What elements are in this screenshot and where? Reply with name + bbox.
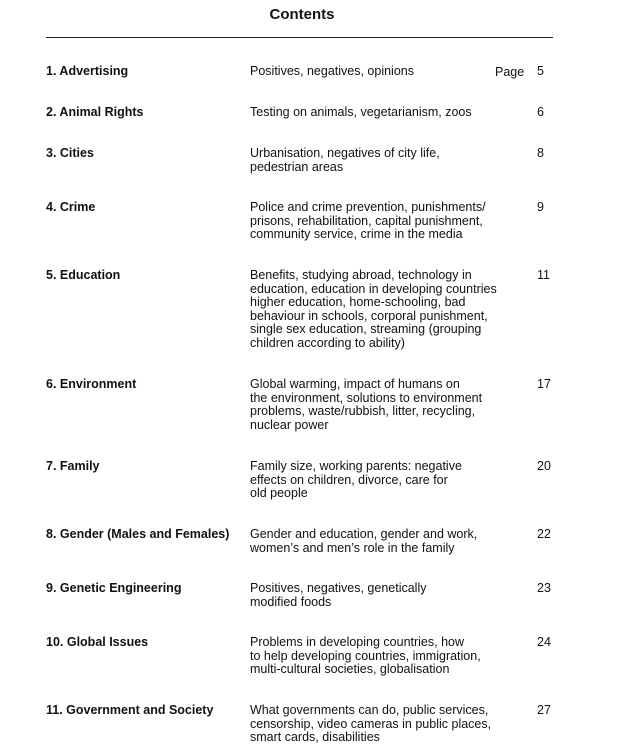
description-line: the environment, solutions to environment [250, 390, 483, 405]
entry-topic: 9. Genetic Engineering [46, 581, 182, 595]
title-divider [46, 37, 553, 38]
entry-description [250, 704, 510, 745]
entry-description [250, 582, 510, 609]
description-line: Testing on animals, vegetarianism, zoos [250, 105, 472, 119]
entry-page-number: 20 [537, 459, 551, 473]
description-line: children according to ability) [250, 335, 405, 350]
entry-page-number: 11 [537, 268, 550, 282]
entry-topic: 5. Education [46, 268, 121, 282]
entry-topic: 4. Crime [46, 200, 96, 214]
description-line: Police and crime prevention, punishments/ [250, 200, 486, 214]
entry-topic: 1. Advertising [46, 64, 129, 78]
entry-page-number: 6 [537, 105, 544, 119]
description-line: Positives, negatives, opinions [250, 64, 414, 78]
description-line: prisons, rehabilitation, capital punishment, [250, 213, 483, 228]
description-line: old people [250, 486, 308, 501]
description-line: Gender and education, gender and work, [250, 527, 478, 541]
description-line: Positives, negatives, genetically [250, 581, 427, 595]
description-line: multi-cultural societies, globalisation [250, 662, 450, 677]
entry-description [250, 269, 510, 351]
description-line: censorship, video cameras in public places, [250, 716, 492, 731]
description-line: single sex education, streaming (grouping [250, 322, 482, 337]
entry-page-number: 9 [537, 200, 544, 214]
description-line: behaviour in schools, corporal punishment, [250, 308, 488, 323]
description-line: Urbanisation, negatives of city life, [250, 146, 440, 160]
entry-description [250, 201, 510, 242]
description-line: women’s and men’s role in the family [250, 540, 455, 555]
description-line: problems, waste/rubbish, litter, recycling, [250, 404, 476, 419]
description-line: community service, crime in the media [250, 227, 463, 242]
description-line: higher education, home-schooling, bad [250, 295, 466, 310]
entry-description [250, 106, 510, 120]
entry-topic: 2. Animal Rights [46, 105, 144, 119]
description-line: modified foods [250, 594, 332, 609]
entry-description [250, 65, 510, 79]
entry-topic: 6. Environment [46, 377, 137, 391]
description-line: Benefits, studying abroad, technology in [250, 268, 472, 282]
entry-topic: 3. Cities [46, 146, 94, 160]
entry-description [250, 460, 510, 501]
description-line: What governments can do, public services, [250, 703, 489, 717]
entry-page-number: 17 [537, 377, 551, 391]
description-line: Global warming, impact of humans on [250, 377, 460, 391]
entry-page-number: 23 [537, 581, 551, 595]
entry-page-number: 5 [537, 64, 544, 78]
description-line: to help developing countries, immigration, [250, 648, 481, 663]
description-line: pedestrian areas [250, 159, 344, 174]
entry-page-number: 8 [537, 146, 544, 160]
entry-topic: 8. Gender (Males and Females) [46, 527, 230, 541]
entry-description [250, 378, 510, 432]
entry-description [250, 528, 510, 555]
description-line: Problems in developing countries, how [250, 635, 465, 649]
description-line: nuclear power [250, 417, 329, 432]
entry-description [250, 636, 510, 677]
page-title: Contents [269, 6, 335, 23]
description-line: effects on children, divorce, care for [250, 472, 448, 487]
entry-page-number: 27 [537, 703, 551, 717]
entry-description [250, 147, 510, 174]
description-line: education, education in developing countries [250, 281, 497, 296]
description-line: Family size, working parents: negative [250, 459, 462, 473]
page-column-label: Page [495, 65, 525, 79]
description-line: smart cards, disabilities [250, 730, 380, 745]
entry-page-number: 22 [537, 527, 551, 541]
entry-page-number: 24 [537, 635, 551, 649]
entry-topic: 11. Government and Society [46, 703, 214, 717]
entry-topic: 7. Family [46, 459, 100, 473]
entry-topic: 10. Global Issues [46, 635, 149, 649]
